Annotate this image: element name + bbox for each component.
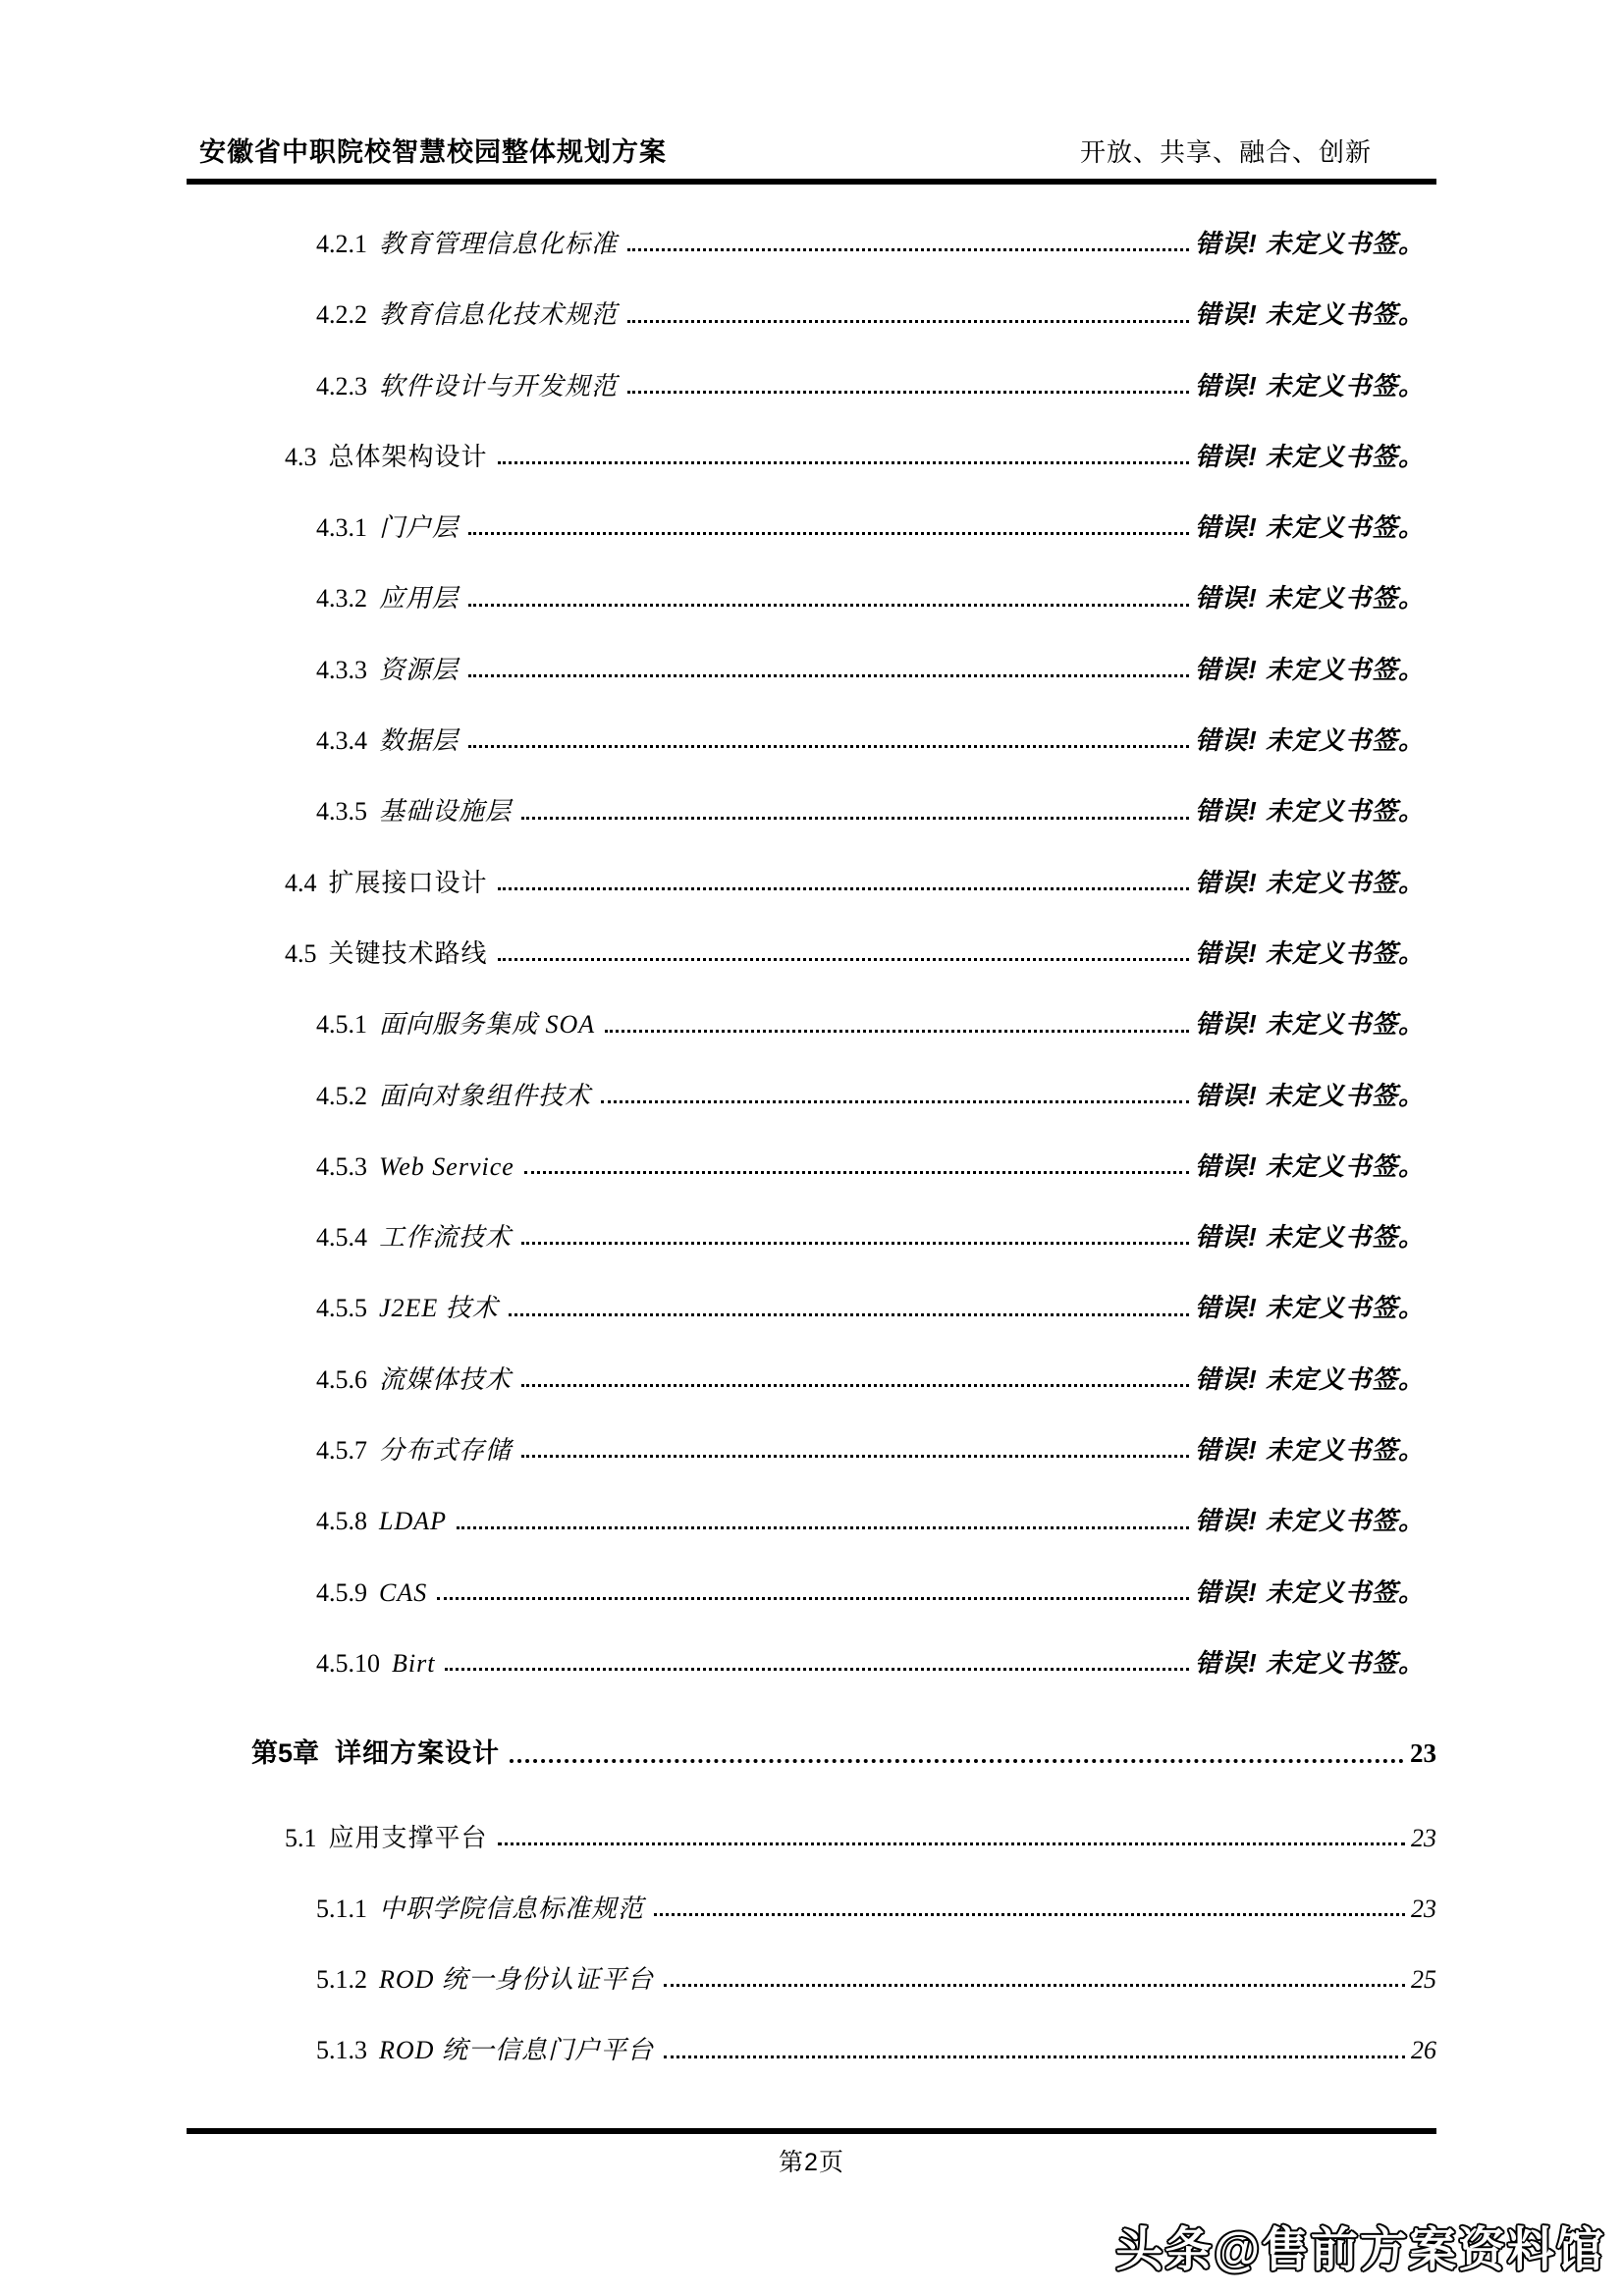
toc-leader-dots xyxy=(521,817,1189,820)
toc-entry-number: 5.1 xyxy=(285,1823,317,1852)
toc-entry[interactable] xyxy=(187,1251,1436,1321)
toc-entry-number: 5.1.1 xyxy=(316,1894,367,1923)
toc-entry-ref: 23 xyxy=(1410,1738,1436,1769)
toc-entry-number: 第5章 xyxy=(251,1738,320,1769)
toc-entry-number: 4.3.3 xyxy=(316,655,367,684)
toc-leader-dots xyxy=(664,2056,1405,2058)
toc-entry[interactable] xyxy=(187,1606,1436,1677)
toc-entry-number: 4.5 xyxy=(285,938,317,968)
toc-leader-dots xyxy=(524,1171,1189,1174)
toc-leader-dots xyxy=(468,745,1189,748)
toc-leader-dots xyxy=(498,1842,1405,1845)
toc-entry-number: 4.2.2 xyxy=(316,300,367,330)
toc-entry-ref: 错误! 未定义书签。 xyxy=(1195,867,1425,897)
toc-entry-title: 总体架构设计 xyxy=(328,441,488,471)
toc-entry-title: 资源层 xyxy=(379,655,460,684)
toc-entry-number: 4.2.1 xyxy=(316,230,367,258)
toc-leader-dots xyxy=(627,248,1189,251)
toc-entry-ref: 错误! 未定义书签。 xyxy=(1195,299,1425,330)
toc-leader-dots xyxy=(627,320,1189,323)
toc-entry-number: 5.1.2 xyxy=(316,1965,367,1995)
toc-leader-dots xyxy=(510,1759,1404,1763)
toc-entry[interactable] xyxy=(187,683,1436,754)
toc-entry-title: ROD 统一身份认证平台 xyxy=(379,1965,654,1995)
toc-entry-title: 教育信息化技术规范 xyxy=(379,300,619,330)
toc-entry[interactable] xyxy=(187,1781,1436,1851)
toc-entry-title: 门户层 xyxy=(379,513,460,543)
toc-leader-dots xyxy=(605,1030,1189,1033)
toc-entry-ref: 错误! 未定义书签。 xyxy=(1195,512,1425,543)
toc-leader-dots xyxy=(498,461,1190,464)
toc-entry[interactable] xyxy=(187,1696,1436,1767)
toc-entry-ref: 错误! 未定义书签。 xyxy=(1195,583,1425,614)
toc-entry[interactable] xyxy=(187,187,1436,257)
toc-entry-number: 4.3.2 xyxy=(316,584,367,614)
page-footer xyxy=(187,2128,1436,2178)
toc-entry-ref: 23 xyxy=(1411,1823,1436,1852)
toc-entry-number: 5.1.3 xyxy=(316,2036,367,2065)
toc-entry[interactable] xyxy=(187,826,1436,896)
toc-entry[interactable] xyxy=(187,470,1436,541)
toc-entry-number: 4.5.2 xyxy=(316,1081,367,1110)
toc-entry[interactable] xyxy=(187,257,1436,328)
toc-entry-ref: 错误! 未定义书签。 xyxy=(1195,1576,1425,1607)
toc-entry-title: J2EE 技术 xyxy=(379,1294,499,1323)
toc-leader-dots xyxy=(521,1242,1189,1245)
toc-entry-number: 4.3.1 xyxy=(316,513,367,543)
toc-entry-ref: 错误! 未定义书签。 xyxy=(1195,796,1425,827)
toc-leader-dots xyxy=(457,1526,1189,1529)
toc-entry-title: 中职学院信息标准规范 xyxy=(379,1894,645,1923)
toc-entry-ref: 错误! 未定义书签。 xyxy=(1195,1293,1425,1323)
toc-leader-dots xyxy=(468,532,1189,535)
toc-entry-title: Web Service xyxy=(379,1151,514,1181)
toc-entry-ref: 23 xyxy=(1411,1894,1436,1923)
toc-entry-ref: 错误! 未定义书签。 xyxy=(1195,725,1425,756)
watermark-text: 头条@售前方案资料馆 xyxy=(1115,2224,1605,2276)
toc-entry-ref: 错误! 未定义书签。 xyxy=(1195,1222,1425,1253)
toc-entry[interactable] xyxy=(187,1393,1436,1464)
toc-leader-dots xyxy=(521,1384,1189,1387)
toc-entry-title: 应用支撑平台 xyxy=(328,1822,488,1852)
toc-entry-title: 关键技术路线 xyxy=(328,937,488,968)
toc-leader-dots xyxy=(509,1313,1189,1316)
toc-leader-dots xyxy=(521,1455,1189,1458)
toc-leader-dots xyxy=(498,958,1190,961)
toc-entry-ref: 错误! 未定义书签。 xyxy=(1195,1363,1425,1394)
toc-entry-ref: 错误! 未定义书签。 xyxy=(1195,370,1425,400)
toc-entry-number: 4.5.6 xyxy=(316,1364,367,1394)
toc-entry[interactable] xyxy=(187,1464,1436,1534)
toc-entry-number: 4.3.5 xyxy=(316,797,367,827)
toc-entry[interactable] xyxy=(187,613,1436,683)
toc-entry-title: 面向对象组件技术 xyxy=(379,1081,592,1110)
toc-entry-ref: 错误! 未定义书签。 xyxy=(1195,1150,1425,1181)
toc-entry[interactable] xyxy=(187,1851,1436,1922)
page-header xyxy=(187,0,1436,185)
toc-leader-dots xyxy=(627,391,1189,394)
toc-entry-ref: 错误! 未定义书签。 xyxy=(1195,1435,1425,1466)
toc-entry[interactable] xyxy=(187,1993,1436,2063)
toc-leader-dots xyxy=(654,1913,1405,1916)
toc-entry-ref: 错误! 未定义书签。 xyxy=(1195,654,1425,684)
toc-entry[interactable] xyxy=(187,541,1436,612)
toc-entry-ref: 错误! 未定义书签。 xyxy=(1195,441,1425,471)
header-doc-title: 安徽省中职院校智慧校园整体规划方案 xyxy=(199,137,667,167)
toc-entry[interactable] xyxy=(187,1535,1436,1606)
page-number-label: 第2页 xyxy=(779,2149,844,2176)
toc-entry-number: 4.3.4 xyxy=(316,726,367,756)
toc-entry[interactable] xyxy=(187,896,1436,967)
toc-entry-ref: 错误! 未定义书签。 xyxy=(1195,1647,1425,1678)
toc-entry-title: 流媒体技术 xyxy=(379,1364,513,1394)
toc-entry[interactable] xyxy=(187,754,1436,825)
toc-entry-ref: 错误! 未定义书签。 xyxy=(1195,1009,1425,1040)
toc-entry-number: 4.5.1 xyxy=(316,1010,367,1040)
toc-entry-title: 工作流技术 xyxy=(379,1223,513,1253)
toc-entry-number: 4.5.10 xyxy=(316,1648,380,1678)
toc-leader-dots xyxy=(437,1597,1189,1600)
toc-leader-dots xyxy=(445,1668,1189,1671)
toc-entry[interactable] xyxy=(187,1322,1436,1393)
toc-entry-ref: 错误! 未定义书签。 xyxy=(1195,229,1425,258)
header-slogan: 开放、共享、融合、创新 xyxy=(1079,137,1372,167)
toc-entry-title: ROD 统一信息门户平台 xyxy=(379,2036,654,2065)
toc-entry-ref: 25 xyxy=(1411,1965,1436,1995)
toc-entry-ref: 26 xyxy=(1411,2036,1436,2065)
toc-leader-dots xyxy=(664,1984,1405,1987)
toc-entry-number: 4.4 xyxy=(285,868,317,897)
toc-list xyxy=(187,187,1436,2064)
toc-entry-title: 分布式存储 xyxy=(379,1436,513,1466)
toc-entry-ref: 错误! 未定义书签。 xyxy=(1195,1080,1425,1110)
toc-entry-title: 面向服务集成 SOA xyxy=(379,1010,596,1040)
toc-entry[interactable] xyxy=(187,329,1436,400)
toc-entry-number: 4.5.7 xyxy=(316,1436,367,1466)
toc-entry-title: LDAP xyxy=(379,1507,447,1536)
toc-entry-title: 软件设计与开发规范 xyxy=(379,371,619,400)
toc-entry-number: 4.5.4 xyxy=(316,1223,367,1253)
toc-entry-title: 详细方案设计 xyxy=(335,1738,501,1769)
toc-leader-dots xyxy=(498,887,1190,890)
toc-leader-dots xyxy=(601,1100,1189,1103)
toc-entry-title: 教育管理信息化标准 xyxy=(379,230,619,258)
toc-entry[interactable] xyxy=(187,1180,1436,1251)
toc-entry-number: 4.5.5 xyxy=(316,1294,367,1323)
toc-entry-title: 应用层 xyxy=(379,584,460,614)
toc-entry-number: 4.5.9 xyxy=(316,1577,367,1607)
toc-entry-number: 4.3 xyxy=(285,442,317,471)
toc-entry-number: 4.5.3 xyxy=(316,1151,367,1181)
toc-entry-title: 扩展接口设计 xyxy=(328,867,488,897)
toc-entry-title: Birt xyxy=(392,1648,436,1678)
toc-entry-title: 基础设施层 xyxy=(379,797,513,827)
toc-entry[interactable] xyxy=(187,967,1436,1038)
toc-entry-number: 4.2.3 xyxy=(316,371,367,400)
toc-leader-dots xyxy=(468,674,1189,677)
toc-leader-dots xyxy=(468,604,1189,607)
toc-entry[interactable] xyxy=(187,1039,1436,1109)
toc-entry-title: 数据层 xyxy=(379,726,460,756)
toc-entry-ref: 错误! 未定义书签。 xyxy=(1195,1506,1425,1536)
toc-entry[interactable] xyxy=(187,400,1436,470)
toc-entry-ref: 错误! 未定义书签。 xyxy=(1195,937,1425,968)
toc-entry[interactable] xyxy=(187,1109,1436,1180)
toc-entry-number: 4.5.8 xyxy=(316,1507,367,1536)
toc-entry-title: CAS xyxy=(379,1577,428,1607)
toc-entry[interactable] xyxy=(187,1922,1436,1993)
